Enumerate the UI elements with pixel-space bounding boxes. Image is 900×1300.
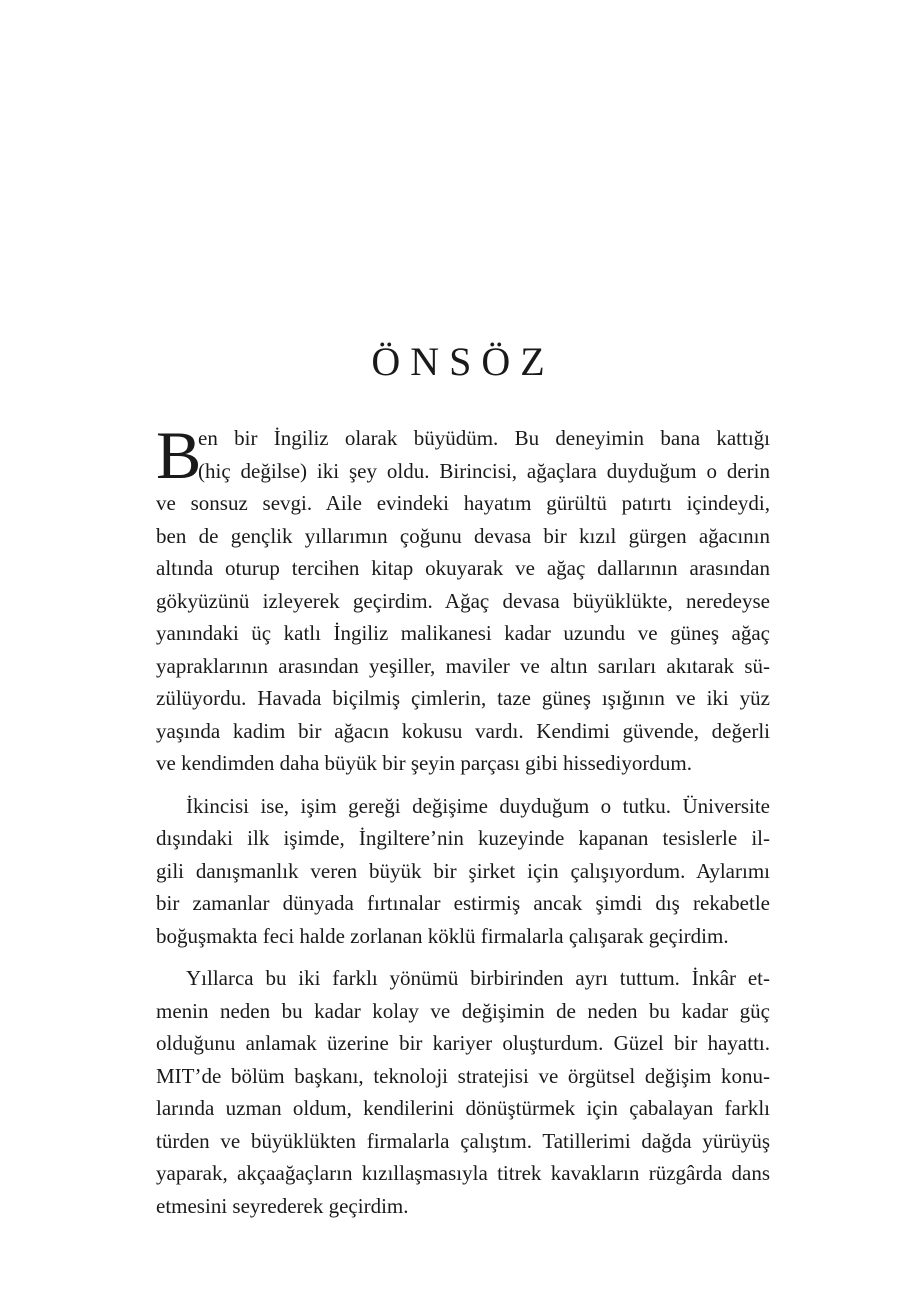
text-line: menin neden bu kadar kolay ve değişimin de neden bu kadar güç [156,998,770,1023]
text-line: yaparak, akçaağaçların kızıllaşmasıyla titrek kavakların rüzgârda dans [156,1161,770,1185]
paragraph-gap [156,780,770,790]
text-line: Yıllarca bu iki farklı yönümü birbirinden ayrı tuttum. İnkâr et- [186,966,770,990]
text-line: olduğunu anlamak üzerine bir kariyer oluşturdum. Güzel bir hayattı. [156,1031,770,1055]
text-line: ve kendimden daha büyük bir şeyin parçası gibi hissediyordum. [156,751,692,775]
text-line: etmesini seyrederek geçirdim. [156,1193,409,1218]
text-line: larında uzman oldum, kendilerini dönüştürmek için çabalayan farklı [156,1096,770,1120]
text-line: türden ve büyüklükten firmalarla çalıştım. Tatillerimi dağda yürüyüş [156,1128,770,1153]
text-line: yaşında kadim bir ağacın kokusu vardı. Kendimi güvende, değerli [156,718,770,743]
text-line: yapraklarının arasından yeşiller, maviler ve altın sarıları akıtarak sü- [156,653,770,678]
text-line: ve sonsuz sevgi. Aile evindeki hayatım gürültü patırtı içindeydi, [156,491,770,515]
text-line: gökyüzünü izleyerek geçirdim. Ağaç devasa büyüklükte, neredeyse [156,588,770,613]
paragraph-3 [156,962,770,1222]
text-line: (hiç değilse) iki şey oldu. Birincisi, ağaçlara duyduğum o derin [198,458,770,483]
text-line: ben de gençlik yıllarımın çoğunu devasa bir kızıl gürgen ağacının [156,523,770,548]
chapter-body [156,417,770,1222]
text-line: en bir İngiliz olarak büyüdüm. Bu deneyimin bana kattığı [198,426,770,450]
text-line: yanındaki üç katlı İngiliz malikanesi kadar uzundu ve güneş ağaç [156,621,770,645]
paragraph-gap [156,952,770,962]
text-line: altında oturup tercihen kitap okuyarak ve ağaç dallarının arasından [156,556,770,580]
paragraph-2 [156,790,770,953]
chapter-title: ÖNSÖZ [371,339,555,384]
text-line: MIT’de bölüm başkanı, teknoloji stratejisi ve örgütsel değişim konu- [156,1063,770,1088]
drop-cap: B [156,417,202,493]
text-line: gili danışmanlık veren büyük bir şirket için çalışıyordum. Aylarımı [156,858,770,883]
text-line: dışındaki ilk işimde, İngiltere’nin kuzeyinde kapanan tesislerle il- [156,826,770,850]
text-line: bir zamanlar dünyada fırtınalar estirmiş ancak şimdi dış rekabetle [156,891,770,915]
text-line: boğuşmakta feci halde zorlanan köklü firmalarla çalışarak geçirdim. [156,923,729,948]
paragraph-1 [156,417,770,780]
text-line: İkincisi ise, işim gereği değişime duyduğum o tutku. Üniversite [186,793,770,818]
text-line: zülüyordu. Havada biçilmiş çimlerin, taze güneş ışığının ve iki yüz [156,686,770,710]
